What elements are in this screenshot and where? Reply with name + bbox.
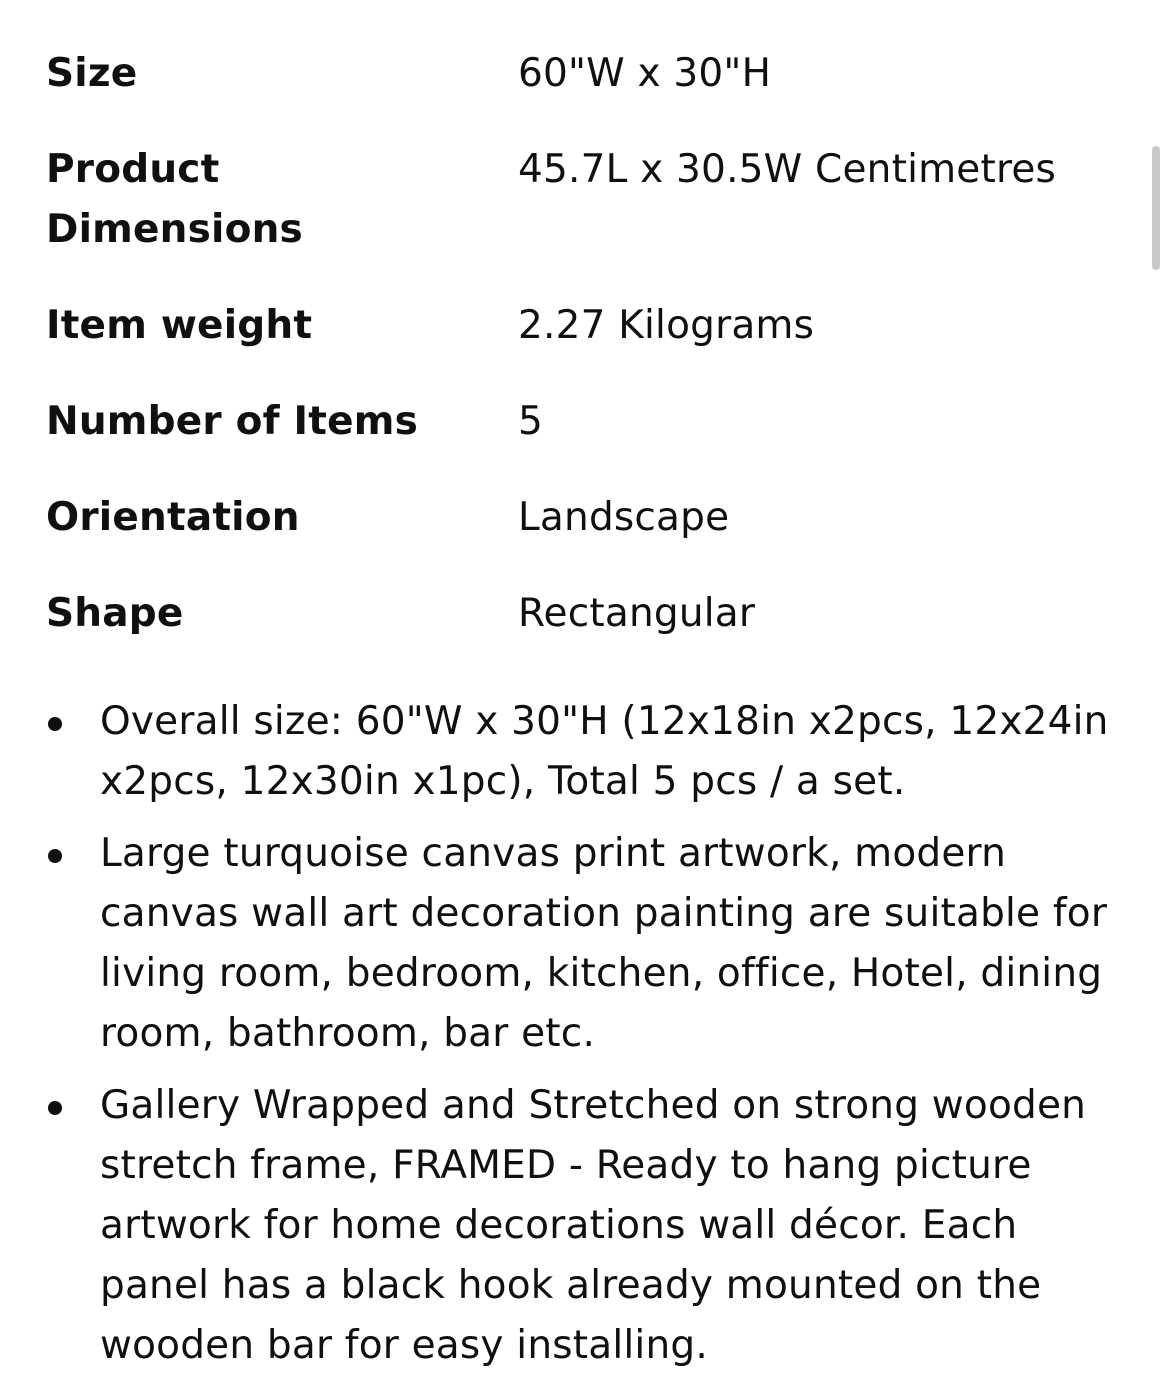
spec-row-shape: [46, 584, 1126, 644]
spec-label: Item weight: [46, 303, 313, 348]
spec-label: Orientation: [46, 495, 300, 540]
spec-value: Landscape: [518, 495, 730, 540]
bullet-dot-icon: [46, 824, 100, 884]
spec-row-number-of-items: [46, 392, 1126, 452]
scrollbar[interactable]: [1152, 146, 1160, 270]
bullet-text: Large turquoise canvas print artwork, modern canvas wall art decoration painting are suitable for living room, bedroom, kitchen, office, Hotel, dining room, bathroom, bar etc.: [100, 831, 1108, 1056]
bullet-dot-icon: [46, 1076, 100, 1136]
bullet-text: Gallery Wrapped and Stretched on strong wooden stretch frame, FRAMED - Ready to hang picture artwork for home decorations wall décor. Each panel has a black hook already mounted on the wooden bar for easy installing.: [100, 1083, 1087, 1368]
spec-row-product-dimensions: [46, 140, 1126, 260]
spec-row-orientation: [46, 488, 1126, 548]
spec-value: 45.7L x 30.5W Centimetres: [518, 147, 1057, 192]
list-item: [46, 824, 1136, 1064]
spec-label: Number of Items: [46, 399, 419, 444]
product-specs-table: [46, 44, 1126, 680]
spec-value: Rectangular: [518, 591, 756, 636]
spec-label: Product Dimensions: [46, 147, 303, 252]
feature-bullet-list: [46, 692, 1136, 1388]
bullet-text: Overall size: 60"W x 30"H (12x18in x2pcs, 12x24in x2pcs, 12x30in x1pc), Total 5 pcs / a set.: [100, 699, 1109, 804]
spec-row-size: [46, 44, 1126, 104]
spec-value: 5: [518, 399, 544, 444]
spec-label: Shape: [46, 591, 184, 636]
list-item: [46, 1076, 1136, 1376]
bullet-dot-icon: [46, 692, 100, 752]
spec-label: Size: [46, 51, 138, 96]
spec-value: 2.27 Kilograms: [518, 303, 815, 348]
spec-row-item-weight: [46, 296, 1126, 356]
list-item: [46, 692, 1136, 812]
spec-value: 60"W x 30"H: [518, 51, 772, 96]
